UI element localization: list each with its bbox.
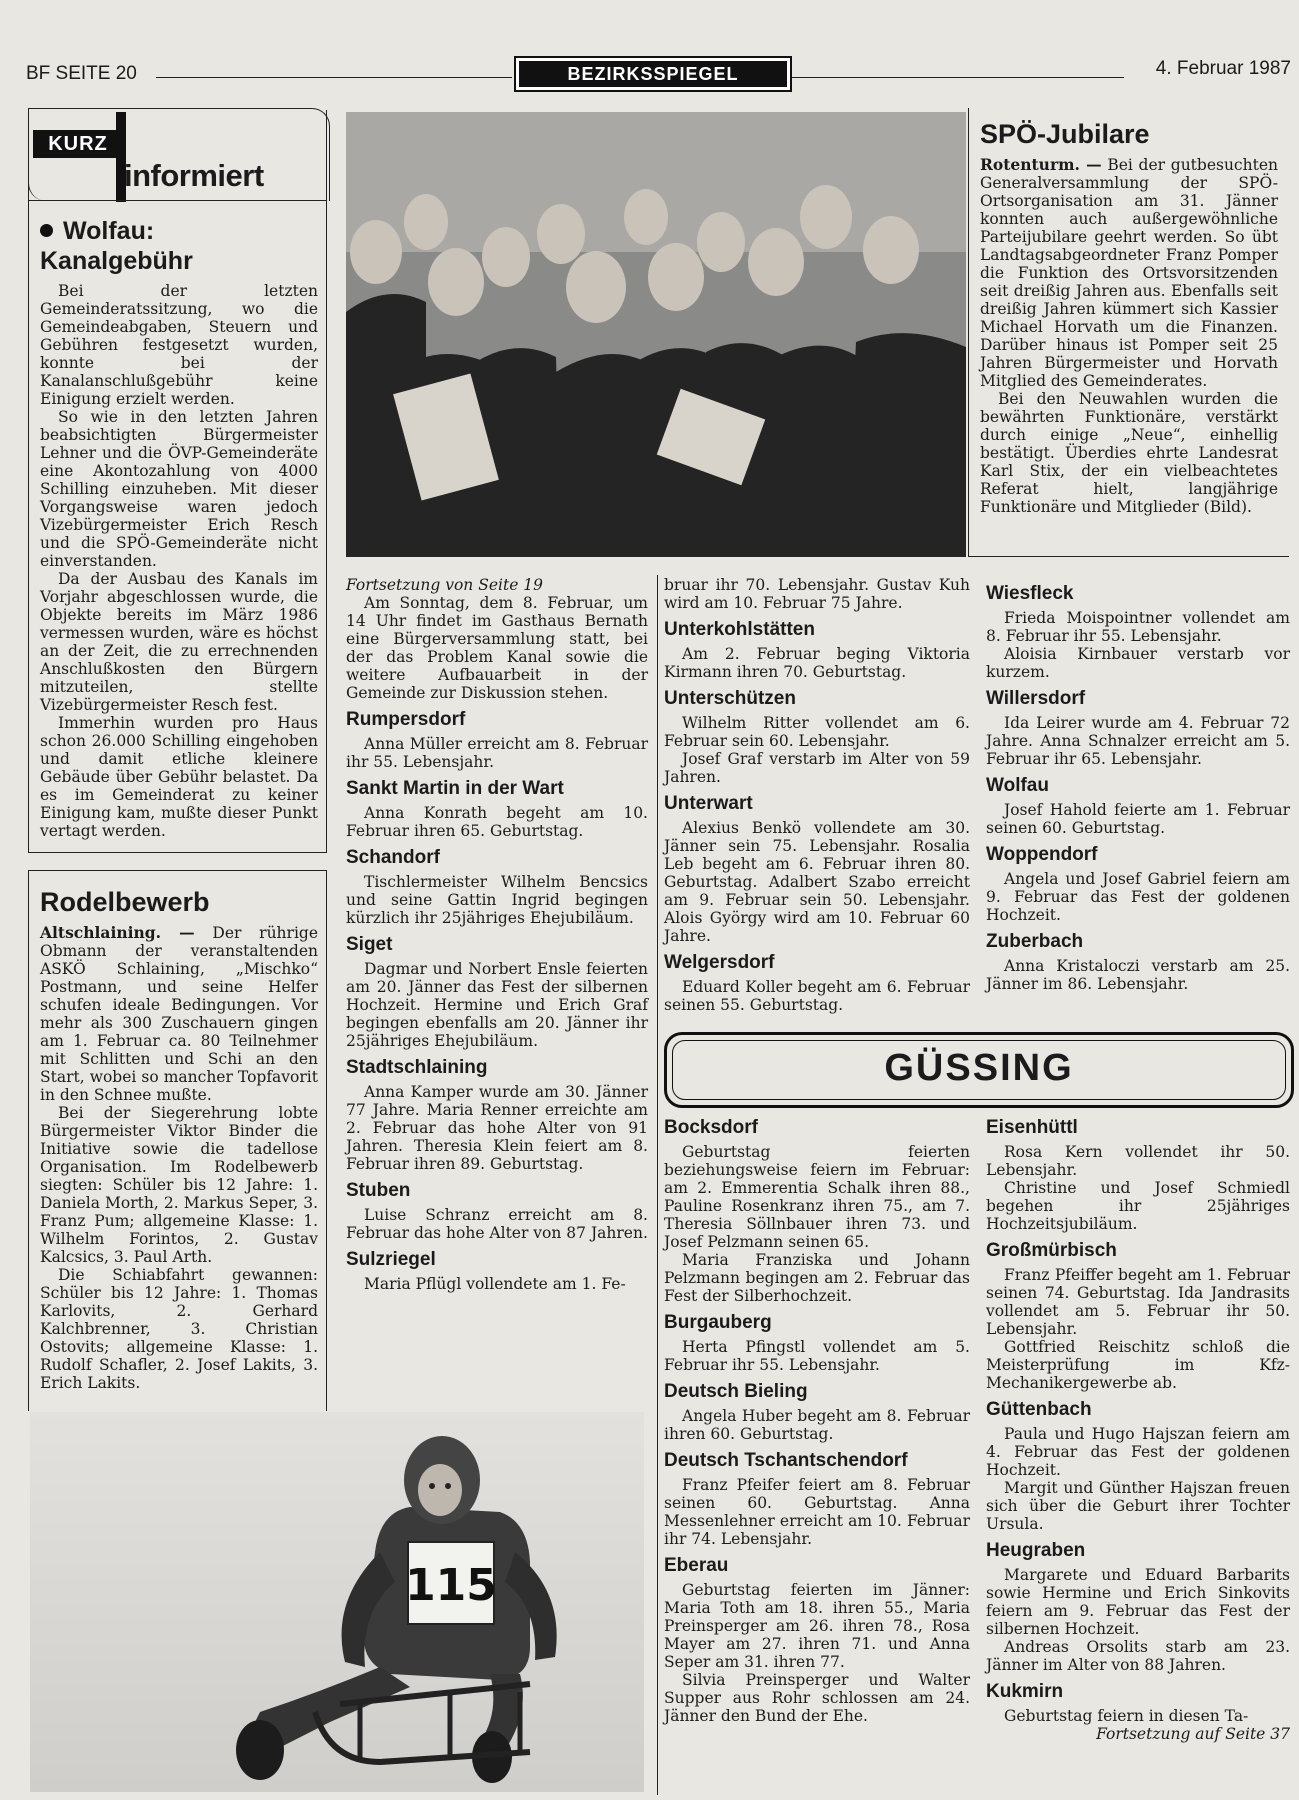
place-heading: Deutsch Bieling [664, 1381, 808, 1402]
intro-paragraph: bruar ihr 70. Lebensjahr. Gustav Kuh wird am 10. Februar 75 Jahre. [664, 576, 970, 612]
column-mid-b-body [664, 576, 970, 1014]
place-paragraph: Franz Pfeifer feiert am 8. Februar seinen 60. Geburtstag. Anna Messenlehner erreicht am 10. Februar ihr 74. Lebensjahr. [664, 1476, 970, 1548]
continued-from: Fortsetzung von Seite 19 [346, 576, 544, 594]
place-paragraph: Anna Kristaloczi verstarb am 25. Jänner im 86. Lebensjahr. [986, 957, 1290, 993]
column-right-top-body [986, 583, 1290, 993]
place-paragraph: Silvia Preinsperger und Walter Supper aus Rohr schlossen am 24. Jänner den Bund der Ehe. [664, 1671, 970, 1725]
place-heading: Woppendorf [986, 844, 1098, 865]
place-paragraph: Maria Pflügl vollendete am 1. Fe- [364, 1275, 626, 1293]
place-paragraph: Paula und Hugo Hajszan feiern am 4. Februar das Fest der goldenen Hochzeit. [986, 1425, 1290, 1479]
place-paragraph: Frieda Moispointner vollendet am 8. Februar ihr 55. Lebensjahr. [986, 609, 1290, 645]
headline-line1: Wolfau: [63, 217, 155, 245]
place-paragraph: Josef Hahold feierte am 1. Februar seinen 60. Geburtstag. [986, 801, 1290, 837]
place-paragraph: Margarete und Eduard Barbarits sowie Hermine und Erich Sinkovits feiern am 9. Februar das Fest der silbernen Hochzeit. [986, 1566, 1290, 1638]
place-paragraph: Gottfried Reischitz schloß die Meisterprüfung im Kfz-Mechanikergewerbe ab. [986, 1338, 1290, 1392]
place-heading: Heugraben [986, 1540, 1086, 1561]
district-banner [664, 1032, 1294, 1108]
sled-photo [30, 1412, 644, 1792]
place-paragraph: Alexius Benkö vollendete am 30. Jänner sein 75. Lebensjahr. Rosalia Leb begeht am 6. Februar ihren 80. Geburtstag. Adalbert Szabo erreicht am 9. Februar sein 50. Lebensjahr. Alois György wird am 10. Februar 60 Jahre. [664, 819, 970, 945]
place-heading: Unterwart [664, 793, 753, 814]
column-guessing-left [664, 1110, 970, 1725]
place-heading: Bocksdorf [664, 1117, 758, 1138]
bib-number: 115 [405, 1560, 497, 1611]
place-heading: Güttenbach [986, 1399, 1092, 1420]
place-paragraph: Rosa Kern vollendet ihr 50. Lebensjahr. [986, 1143, 1290, 1179]
place-paragraph: Anna Müller erreicht am 8. Februar ihr 55. Lebensjahr. [346, 735, 648, 771]
page-number: BF SEITE 20 [26, 63, 137, 84]
rodel-paragraph: Die Schiabfahrt gewannen: Schüler bis 12 Jahre: 1. Thomas Karlovits, 2. Gerhard Kalchbrenner, 3. Christian Ostovits; allgemeine Klasse: 1. Rudolf Schafler, 2. Josef Lakits, 3. Erich Lakits. [40, 1266, 318, 1392]
kurz-paragraph: Da der Ausbau des Kanals im Vorjahr abgeschlossen wurde, die Objekte bereits im März 1986 vermessen wurden, wäre es höchst an der Zeit, die zu errechnenden Anschlußkosten den Bürgern mitzuteilen, stellte Vizebürgermeister Resch fest. [40, 570, 318, 714]
headline-line2: Kanalgebühr [40, 247, 193, 275]
header-rule-right [792, 77, 1124, 78]
place-paragraph: Geburtstag feierten im Jänner: Maria Toth am 18. ihren 55., Maria Preinsperger am 26. ihren 78., Rosa Mayer am 27. ihren 71. und Anna Seper am 31. ihren 77. [664, 1581, 970, 1671]
place-paragraph: Herta Pfingstl vollendet am 5. Februar ihr 55. Lebensjahr. [664, 1338, 970, 1374]
place-paragraph: Angela Huber begeht am 8. Februar ihren 60. Geburtstag. [664, 1407, 970, 1443]
column-guessing-right-body [986, 1117, 1290, 1743]
place-heading: Schandorf [346, 847, 440, 868]
place-heading: Stadtschlaining [346, 1057, 488, 1078]
column-mid-b [664, 576, 970, 1014]
place-paragraph: Am 2. Februar beging Viktoria Kirmann ihren 70. Geburtstag. [664, 645, 970, 681]
rodel-paragraph: Bei der Siegerehrung lobte Bürgermeister Viktor Binder die Initiative sowie die tadellose Organisation. Im Rodelbewerb siegten: Schüler bis 12 Jahre: 1. Daniela Morth, 2. Markus Seper, 3. Franz Pum; allgemeine Klasse: 1. Wilhelm Forintos, 2. Gustav Kalcsics, 3. Paul Arth. [40, 1104, 318, 1266]
place-heading: Zuberbach [986, 931, 1084, 952]
place-heading: Deutsch Tschantschendorf [664, 1450, 908, 1471]
spoe-title: SPÖ-Jubilare [980, 119, 1150, 149]
column-mid-a [346, 576, 648, 1293]
place-paragraph: Anna Konrath begeht am 10. Februar ihren 65. Geburtstag. [346, 804, 648, 840]
sled-photo-art [30, 1412, 644, 1792]
section-title: BEZIRKSSPIEGEL [519, 61, 787, 87]
intro-paragraph: Am Sonntag, dem 8. Februar, um 14 Uhr findet im Gasthaus Bernath eine Bürgerversammlung statt, bei der das Problem Kanal sowie die weitere Aufbauarbeit in der Gemeinde zur Diskussion stehen. [346, 594, 648, 702]
place-paragraph: Anna Kamper wurde am 30. Jänner 77 Jahre. Maria Renner erreichte am 2. Februar das hohe Alter von 91 Jahren. Theresia Klein feiert am 8. Februar ihren 89. Geburtstag. [346, 1083, 648, 1173]
spoe-article [980, 118, 1278, 516]
rodel-content [40, 886, 318, 1392]
column-mid-a-body [346, 576, 648, 1293]
rodel-body [40, 924, 318, 1392]
rodel-title: Rodelbewerb [40, 887, 210, 917]
section-list [986, 1117, 1290, 1725]
spoe-body [980, 156, 1278, 516]
spoe-lead: Rotenturm. — [980, 155, 1102, 174]
bullet-icon [40, 224, 53, 237]
place-heading: Siget [346, 934, 393, 955]
spoe-group-photo [346, 112, 966, 557]
place-heading: Sankt Martin in der Wart [346, 778, 564, 799]
district-name: GÜSSING [884, 1047, 1074, 1089]
column-guessing-left-body [664, 1117, 970, 1725]
place-heading: Unterschützen [664, 688, 796, 709]
section-list [986, 583, 1290, 993]
place-paragraph: Geburtstag feierten beziehungsweise feiern im Februar: am 2. Emmerentia Schalk ihren 88., Pauline Rosenkranz ihren 75., am 7. Theresia Söllnbauer ihren 73. und Josef Pelzmann seinen 65. [664, 1143, 970, 1251]
place-paragraph: Maria Franziska und Johann Pelzmann begingen am 2. Februar das Fest der Silberhochzeit. [664, 1251, 970, 1305]
place-paragraph: Luise Schranz erreicht am 8. Februar das hohe Alter von 87 Jahren. [346, 1206, 648, 1242]
kurz-tag: KURZ [33, 130, 123, 158]
place-paragraph: Geburtstag feiern in diesen Ta- [1004, 1707, 1249, 1725]
place-paragraph: Eduard Koller begeht am 6. Februar seinen 55. Geburtstag. [664, 978, 970, 1014]
kurz-rule [28, 200, 326, 201]
place-paragraph: Ida Leirer wurde am 4. Februar 72 Jahre. Anna Schnalzer erreicht am 5. Februar ihr 65. Lebensjahr. [986, 714, 1290, 768]
place-paragraph: Angela und Josef Gabriel feiern am 9. Februar das Fest der goldenen Hochzeit. [986, 870, 1290, 924]
place-heading: Rumpersdorf [346, 709, 466, 730]
place-paragraph: Tischlermeister Wilhelm Bencsics und seine Gattin Ingrid begingen kürzlich ihr 25jähriges Ehejubiläum. [346, 873, 648, 927]
kurz-content [40, 216, 318, 840]
kurz-paragraph: So wie in den letzten Jahren beabsichtigten Bürgermeister Lehner und die ÖVP-Gemeinderäte eine Akontozahlung von 4000 Schilling einzuheben. Mit dieser Vorgangsweise waren jedoch Vizebürgermeister Erich Resch und die SPÖ-Gemeinderäte nicht einverstanden. [40, 408, 318, 570]
place-heading: Sulzriegel [346, 1249, 436, 1270]
section-list [346, 709, 648, 1293]
issue-date: 4. Februar 1987 [1155, 58, 1291, 79]
column-right-top [986, 576, 1290, 993]
continued-on: Fortsetzung auf Seite 37 [1096, 1725, 1290, 1743]
place-paragraph: Dagmar und Norbert Ensle feierten am 20. Jänner das Fest der silbernen Hochzeit. Hermine und Erich Graf begingen ebenfalls am 20. Jänner ihr 25jähriges Ehejubiläum. [346, 960, 648, 1050]
spoe-paragraph: Bei der gutbesuchten Generalversammlung der SPÖ-Ortsorganisation am 31. Jänner konnten auch außergewöhnliche Parteijubilare geehrt werden. So übt Landtagsabgeordneter Franz Pomper die Funktion des Ortsvorsitzenden seit dreißig Jahren aus. Ebenfalls seit dreißig Jahren kümmert sich Kassier Michael Horvath um die Finanzen. Darüber hinaus ist Pomper seit 25 Jahren Bürgermeister und Horvath Mitglied des Gemeinderates. [980, 156, 1278, 390]
place-heading: Unterkohlstätten [664, 619, 815, 640]
rodel-paragraph: Der rührige Obmann der veranstaltenden ASKÖ Schlaining, „Mischko“ Postmann, und seine Helfer schufen ideale Bedingungen. Vor mehr als 300 Zuschauern gingen am 1. Februar ca. 80 Teilnehmer mit Schlitten und Schi an den Start, wobei so mancher Topfavorit in den Schnee mußte. [40, 924, 318, 1104]
place-heading: Stuben [346, 1180, 411, 1201]
column-guessing-right [986, 1110, 1290, 1743]
place-paragraph: Aloisia Kirnbauer verstarb vor kurzem. [986, 645, 1290, 681]
spoe-paragraph: Bei den Neuwahlen wurden die bewährten Funktionäre, verstärkt durch einige „Neue“, einhellig bestätigt. Überdies ehrte Landesrat Karl Stix, der ein vielbeachtetes Referat hielt, langjährige Funktionäre und Mitglieder (Bild). [980, 390, 1278, 516]
place-paragraph: Margit und Günther Hajszan freuen sich über die Geburt ihrer Tochter Ursula. [986, 1479, 1290, 1533]
place-heading: Kukmirn [986, 1681, 1064, 1702]
kurz-title: informiert [124, 158, 264, 193]
place-heading: Großmürbisch [986, 1240, 1117, 1261]
kurz-body [40, 282, 318, 840]
place-heading: Eisenhüttl [986, 1117, 1078, 1138]
place-paragraph: Andreas Orsolits starb am 23. Jänner im Alter von 88 Jahren. [986, 1638, 1290, 1674]
place-heading: Wiesfleck [986, 583, 1074, 604]
place-heading: Willersdorf [986, 688, 1086, 709]
section-list [664, 1117, 970, 1725]
rodel-lead: Altschlaining. — [40, 923, 195, 942]
place-paragraph: Christine und Josef Schmiedl begehen ihr 25jähriges Hochzeitsjubiläum. [986, 1179, 1290, 1233]
header-rule-left [156, 77, 512, 78]
place-paragraph: Franz Pfeiffer begeht am 1. Februar seinen 74. Geburtstag. Ida Jandrasits vollendet am 5. Februar ihr 50. Lebensjahr. [986, 1266, 1290, 1338]
place-heading: Wolfau [986, 775, 1049, 796]
place-heading: Burgauberg [664, 1312, 772, 1333]
place-heading: Eberau [664, 1555, 729, 1576]
place-paragraph: Josef Graf verstarb im Alter von 59 Jahren. [664, 750, 970, 786]
column-rule [657, 575, 658, 1795]
place-heading: Welgersdorf [664, 952, 775, 973]
section-list [664, 619, 970, 1014]
kurz-paragraph: Immerhin wurden pro Haus schon 26.000 Schilling eingehoben und damit etliche kleinere Gebäude über Gebühr belastet. Da es im Gemeinderat zu keiner Einigung kam, mußte dieser Punkt vertagt werden. [40, 714, 318, 840]
place-paragraph: Wilhelm Ritter vollendet am 6. Februar sein 60. Lebensjahr. [664, 714, 970, 750]
section-title-box [514, 56, 792, 92]
kurz-headline [40, 216, 318, 276]
group-photo-art [346, 112, 966, 557]
kurz-paragraph: Bei der letzten Gemeinderatssitzung, wo die Gemeindeabgaben, Steuern und Gebühren festgesetzt wurden, konnte bei der Kanalanschlußgebühr keine Einigung erzielt werden. [40, 282, 318, 408]
